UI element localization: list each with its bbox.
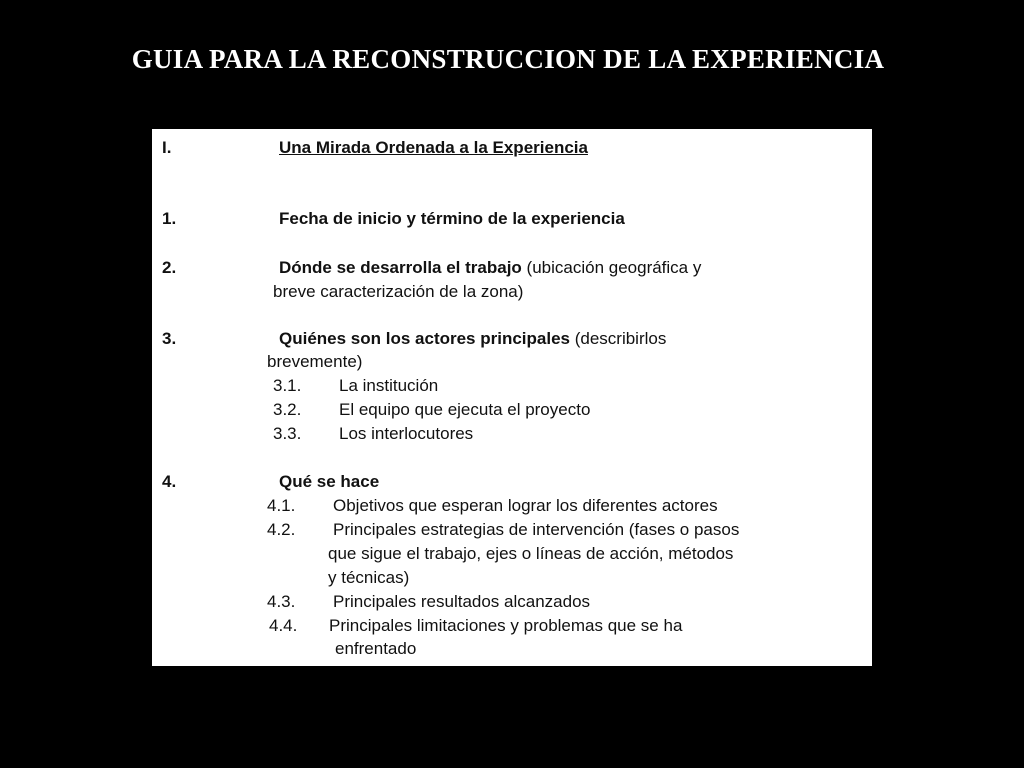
item-3-line <box>279 328 666 350</box>
subitem-4-4-continuation: enfrentado <box>335 639 417 658</box>
item-3-bold-text: Quiénes son los actores principales <box>279 329 570 348</box>
item-2-bold-text: Dónde se desarrolla el trabajo <box>279 258 522 277</box>
subitem-4-2-text: Principales estrategias de intervención (fases o pasos <box>333 520 740 539</box>
subitem-4-4-number: 4.4. <box>269 616 298 635</box>
subitem-4-3-text: Principales resultados alcanzados <box>333 592 591 611</box>
subitem-3-1-number: 3.1. <box>273 376 302 395</box>
item-1-number: 1. <box>162 209 177 228</box>
item-2-number: 2. <box>162 258 177 277</box>
subitem-4-4-text: Principales limitaciones y problemas que se ha <box>329 616 683 635</box>
item-4-number: 4. <box>162 472 177 491</box>
subitem-3-3-number: 3.3. <box>273 424 302 443</box>
item-1-text: Fecha de inicio y término de la experiencia <box>279 209 625 228</box>
section-roman-numeral: I. <box>162 138 172 157</box>
subitem-3-2-text: El equipo que ejecuta el proyecto <box>339 400 591 419</box>
item-3-continuation: brevemente) <box>267 352 363 371</box>
slide-title: GUIA PARA LA RECONSTRUCCION DE LA EXPERIENCIA <box>131 44 885 74</box>
subitem-3-2-number: 3.2. <box>273 400 302 419</box>
subitem-3-1-text: La institución <box>339 376 439 395</box>
subitem-4-3-number: 4.3. <box>267 592 296 611</box>
section-heading: Una Mirada Ordenada a la Experiencia <box>279 138 588 157</box>
content-box <box>152 129 872 666</box>
subitem-4-1-number: 4.1. <box>267 496 296 515</box>
item-2-line <box>279 257 701 279</box>
item-2-continuation: breve caracterización de la zona) <box>273 282 524 301</box>
item-3-rest-text: (describirlos <box>570 329 667 348</box>
subitem-4-2-number: 4.2. <box>267 520 296 539</box>
subitem-3-3-text: Los interlocutores <box>339 424 474 443</box>
item-4-text: Qué se hace <box>279 472 380 491</box>
item-3-number: 3. <box>162 329 177 348</box>
subitem-4-2-continuation-2: y técnicas) <box>328 568 410 587</box>
item-2-rest-text: (ubicación geográfica y <box>521 258 702 277</box>
subitem-4-2-continuation-1: que sigue el trabajo, ejes o líneas de acción, métodos <box>328 544 734 563</box>
subitem-4-1-text: Objetivos que esperan lograr los diferentes actores <box>333 496 718 515</box>
